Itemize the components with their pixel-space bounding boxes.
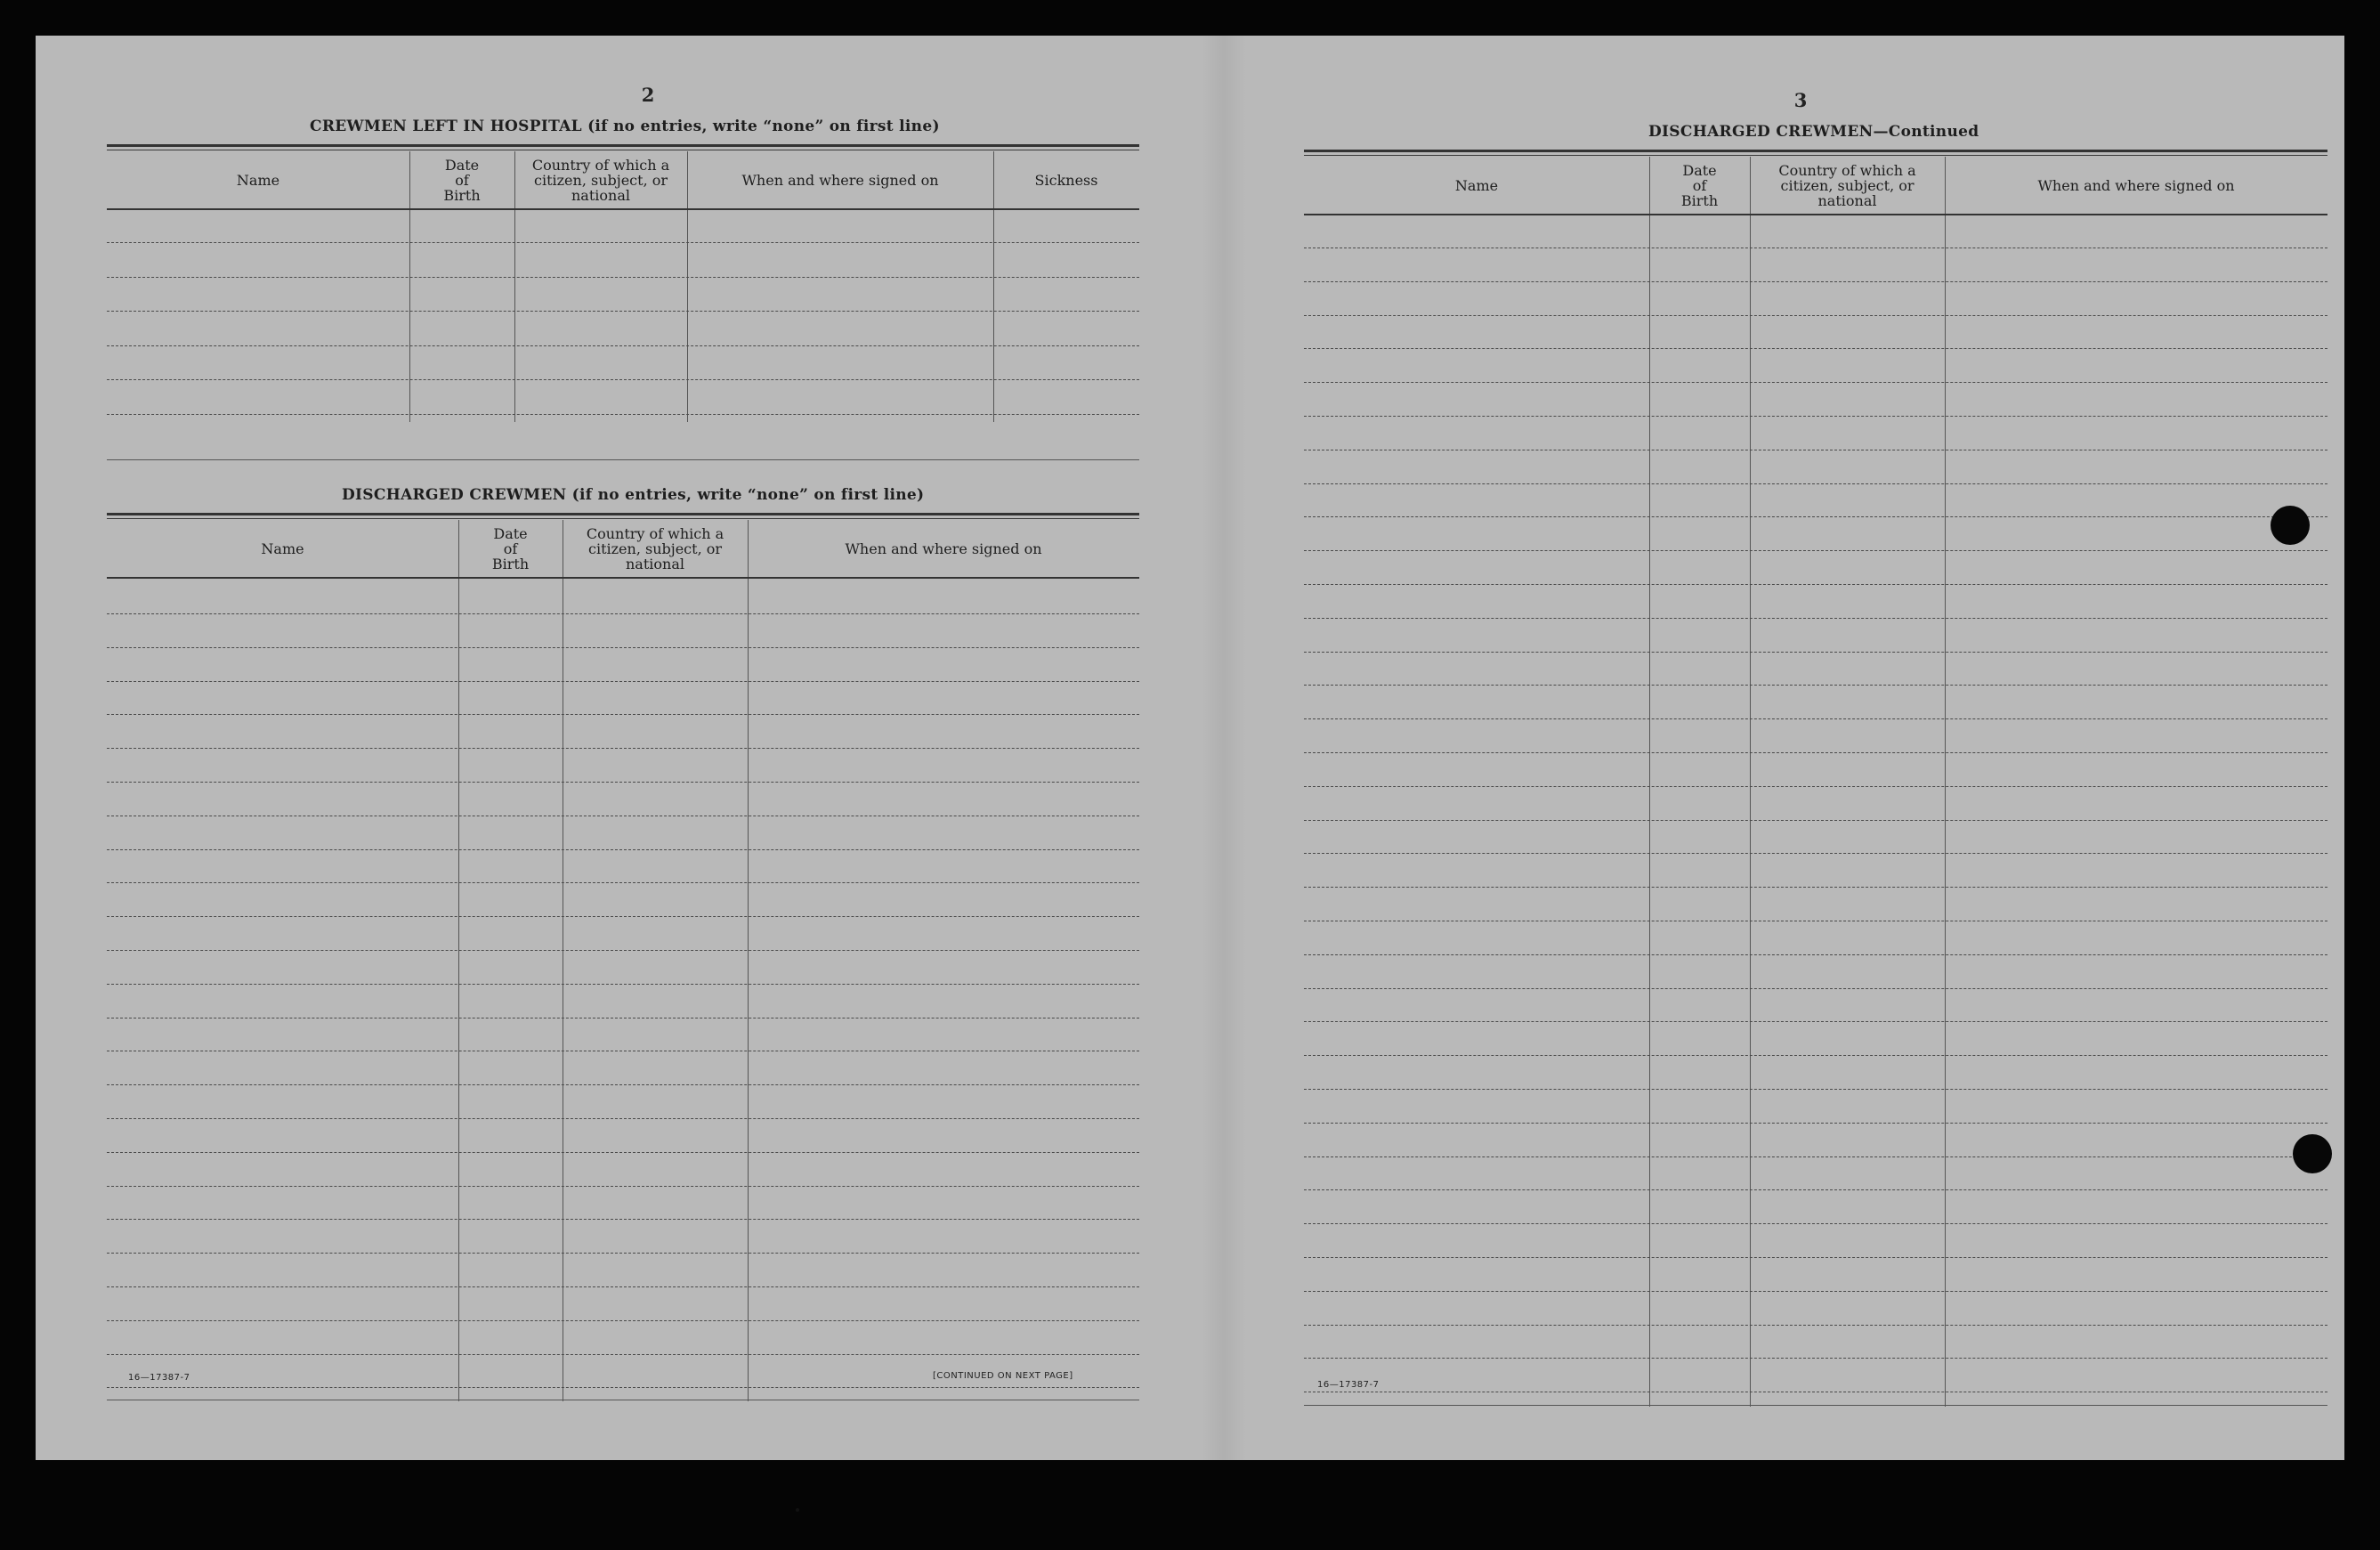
- blank-entry-row: [1304, 652, 2327, 653]
- blank-entry-row: [1304, 853, 2327, 854]
- document-sheet: [36, 36, 2344, 1460]
- blank-entry-row: [1304, 315, 2327, 316]
- blank-entry-row: [107, 984, 1139, 985]
- blank-entry-row: [1304, 281, 2327, 282]
- form-number: 16—17387-7: [1317, 1380, 1380, 1390]
- discharged-continued-table: [1304, 150, 2327, 1407]
- blank-entry-row: [107, 1253, 1139, 1254]
- blank-entry-row: [107, 849, 1139, 850]
- col-header-sickness: Sickness: [1034, 171, 1098, 189]
- col-header-name: Name: [1454, 176, 1499, 194]
- blank-entry-row: [107, 782, 1139, 783]
- punch-hole: [2271, 506, 2310, 545]
- blank-entry-row: [1304, 1156, 2327, 1157]
- blank-entry-row: [1304, 618, 2327, 619]
- blank-entry-row: [1304, 1123, 2327, 1124]
- blank-entry-row: [107, 613, 1139, 614]
- col-header-country: Country of which a citizen, subject, or national: [586, 524, 725, 572]
- blank-entry-row: [1304, 1089, 2327, 1090]
- blank-entry-row: [107, 681, 1139, 682]
- blank-entry-row: [107, 311, 1139, 312]
- blank-entry-row: [1304, 348, 2327, 349]
- blank-entry-row: [1304, 1325, 2327, 1326]
- blank-entry-row: [1304, 584, 2327, 585]
- form-number: 16—17387-7: [128, 1373, 190, 1383]
- page-number: 2: [641, 84, 655, 106]
- blank-entry-row: [1304, 516, 2327, 517]
- discharged-section-title: DISCHARGED CREWMEN (if no entries, write “none” on first line): [342, 486, 925, 504]
- blank-entry-row: [1304, 382, 2327, 383]
- blank-entry-row: [107, 916, 1139, 917]
- dust-speck: [796, 1508, 799, 1512]
- blank-entry-row: [107, 242, 1139, 243]
- blank-entry-row: [1304, 685, 2327, 686]
- left-page: [36, 36, 1202, 1460]
- blank-entry-row: [107, 1387, 1139, 1388]
- blank-entry-row: [1304, 752, 2327, 753]
- blank-entry-row: [1304, 988, 2327, 989]
- blank-entry-row: [1304, 550, 2327, 551]
- col-header-when-where: When and where signed on: [845, 540, 1042, 557]
- blank-entry-row: [1304, 1189, 2327, 1190]
- right-page: [1246, 36, 2344, 1460]
- blank-entry-row: [1304, 416, 2327, 417]
- col-header-country: Country of which a citizen, subject, or national: [1778, 161, 1916, 209]
- page-number: 3: [1793, 89, 1808, 111]
- col-header-name: Name: [236, 171, 280, 189]
- col-header-name: Name: [261, 540, 304, 557]
- blank-entry-row: [107, 1186, 1139, 1187]
- page-fold: [1202, 36, 1246, 1460]
- hospital-table: [107, 144, 1139, 461]
- blank-entry-row: [107, 714, 1139, 715]
- blank-entry-row: [107, 647, 1139, 648]
- blank-entry-row: [107, 1118, 1139, 1119]
- hospital-section-title: CREWMEN LEFT IN HOSPITAL (if no entries, write “none” on first line): [310, 118, 940, 135]
- blank-entry-row: [1304, 786, 2327, 787]
- blank-entry-row: [107, 379, 1139, 380]
- col-header-country: Country of which a citizen, subject, or national: [531, 156, 670, 204]
- blank-entry-row: [1304, 1291, 2327, 1292]
- discharged-continued-title: DISCHARGED CREWMEN—Continued: [1648, 123, 1979, 141]
- blank-entry-row: [107, 1354, 1139, 1355]
- blank-entry-row: [1304, 1358, 2327, 1359]
- blank-entry-row: [1304, 1021, 2327, 1022]
- col-header-when-where: When and where signed on: [741, 171, 939, 189]
- blank-entry-row: [107, 414, 1139, 415]
- blank-entry-row: [107, 1320, 1139, 1321]
- punch-hole: [2293, 1134, 2332, 1173]
- blank-entry-row: [107, 882, 1139, 883]
- col-header-date-of-birth: Date of Birth: [443, 156, 481, 204]
- col-header-date-of-birth: Date of Birth: [491, 524, 530, 572]
- blank-entry-row: [1304, 820, 2327, 821]
- col-header-date-of-birth: Date of Birth: [1680, 161, 1719, 209]
- blank-entry-row: [107, 748, 1139, 749]
- blank-entry-row: [107, 950, 1139, 951]
- blank-entry-row: [107, 1286, 1139, 1287]
- discharged-table: [107, 513, 1139, 1401]
- col-header-when-where: When and where signed on: [2037, 176, 2235, 194]
- continued-note: [CONTINUED ON NEXT PAGE]: [933, 1371, 1073, 1381]
- blank-entry-row: [107, 345, 1139, 346]
- blank-entry-row: [1304, 1223, 2327, 1224]
- blank-entry-row: [107, 277, 1139, 278]
- blank-entry-row: [107, 1152, 1139, 1153]
- blank-entry-row: [1304, 1257, 2327, 1258]
- blank-entry-row: [107, 1219, 1139, 1220]
- blank-entry-row: [107, 1084, 1139, 1085]
- blank-entry-row: [1304, 1055, 2327, 1056]
- blank-entry-row: [1304, 954, 2327, 955]
- blank-entry-row: [1304, 887, 2327, 888]
- blank-entry-row: [1304, 718, 2327, 719]
- blank-entry-row: [1304, 483, 2327, 484]
